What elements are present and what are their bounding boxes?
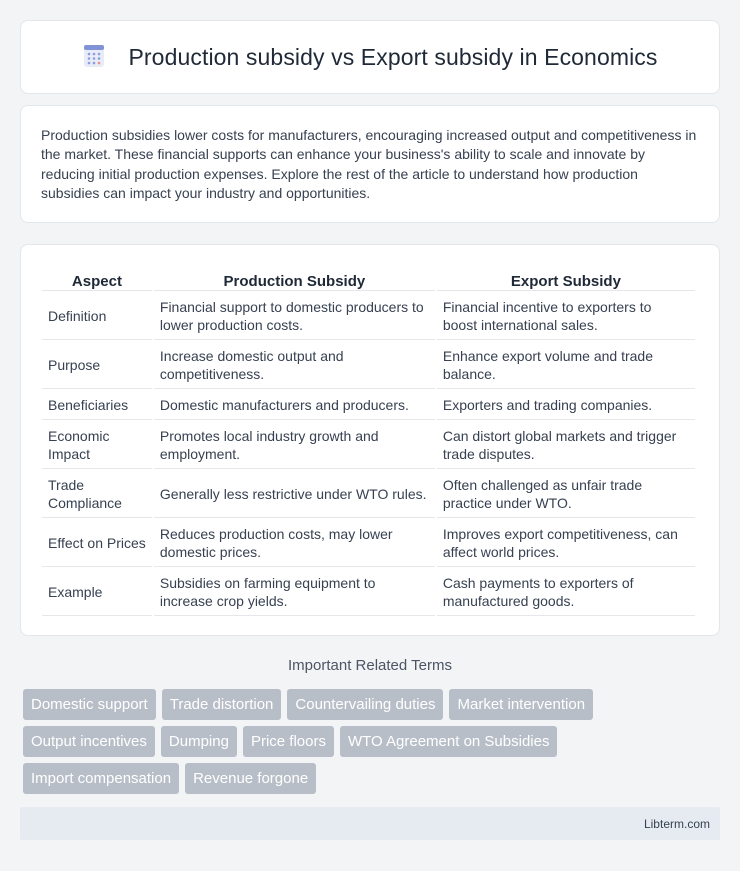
related-terms-heading: Important Related Terms <box>288 657 452 674</box>
export-cell: Exporters and trading companies. <box>437 389 695 420</box>
title-card <box>20 20 720 94</box>
production-cell: Promotes local industry growth and employment. <box>154 420 435 469</box>
related-term-tag[interactable]: Output incentives <box>23 726 155 757</box>
table-row <box>42 389 695 420</box>
production-cell: Domestic manufacturers and producers. <box>154 389 435 420</box>
production-cell: Increase domestic output and competitiveness. <box>154 340 435 389</box>
comparison-table <box>40 265 697 616</box>
related-terms-list <box>23 689 723 800</box>
related-term-tag[interactable]: Dumping <box>161 726 237 757</box>
tag-row <box>23 726 723 757</box>
intro-paragraph: Production subsidies lower costs for manufacturers, encouraging increased output and competitiveness in the market. These financial supports can enhance your business's ability to scale and innovate by reducing initial production expenses. Explore the rest of the article to understand how production subsidies can impact your industry and opportunities. <box>41 127 697 202</box>
table-row <box>42 420 695 469</box>
document-icon <box>82 44 106 68</box>
table-row <box>42 518 695 567</box>
tag-row <box>23 689 723 720</box>
aspect-cell: Effect on Prices <box>42 518 152 567</box>
aspect-cell: Economic Impact <box>42 420 152 469</box>
export-cell: Financial incentive to exporters to boost international sales. <box>437 291 695 340</box>
column-header-production: Production Subsidy <box>154 265 435 291</box>
export-cell: Cash payments to exporters of manufactured goods. <box>437 567 695 616</box>
export-cell: Can distort global markets and trigger trade disputes. <box>437 420 695 469</box>
tag-row <box>23 763 723 794</box>
intro-card <box>20 105 720 223</box>
column-header-export: Export Subsidy <box>437 265 695 291</box>
related-term-tag[interactable]: Trade distortion <box>162 689 282 720</box>
related-term-tag[interactable]: Domestic support <box>23 689 156 720</box>
export-cell: Enhance export volume and trade balance. <box>437 340 695 389</box>
related-term-tag[interactable]: Market intervention <box>449 689 593 720</box>
production-cell: Reduces production costs, may lower domestic prices. <box>154 518 435 567</box>
footer-bar <box>20 807 720 840</box>
production-cell: Generally less restrictive under WTO rules. <box>154 469 435 518</box>
table-row <box>42 291 695 340</box>
export-cell: Improves export competitiveness, can affect world prices. <box>437 518 695 567</box>
production-cell: Financial support to domestic producers to lower production costs. <box>154 291 435 340</box>
related-term-tag[interactable]: WTO Agreement on Subsidies <box>340 726 558 757</box>
table-row <box>42 567 695 616</box>
column-header-aspect: Aspect <box>42 265 152 291</box>
table-header-row <box>42 265 695 291</box>
production-cell: Subsidies on farming equipment to increase crop yields. <box>154 567 435 616</box>
aspect-cell: Beneficiaries <box>42 389 152 420</box>
related-term-tag[interactable]: Price floors <box>243 726 334 757</box>
table-row <box>42 469 695 518</box>
aspect-cell: Definition <box>42 291 152 340</box>
aspect-cell: Trade Compliance <box>42 469 152 518</box>
aspect-cell: Purpose <box>42 340 152 389</box>
aspect-cell: Example <box>42 567 152 616</box>
related-term-tag[interactable]: Revenue forgone <box>185 763 316 794</box>
footer-site-link[interactable]: Libterm.com <box>643 816 710 831</box>
export-cell: Often challenged as unfair trade practice under WTO. <box>437 469 695 518</box>
related-term-tag[interactable]: Import compensation <box>23 763 179 794</box>
comparison-card <box>20 244 720 636</box>
table-row <box>42 340 695 389</box>
page-title: Production subsidy vs Export subsidy in Economics <box>128 43 658 70</box>
related-term-tag[interactable]: Countervailing duties <box>287 689 443 720</box>
